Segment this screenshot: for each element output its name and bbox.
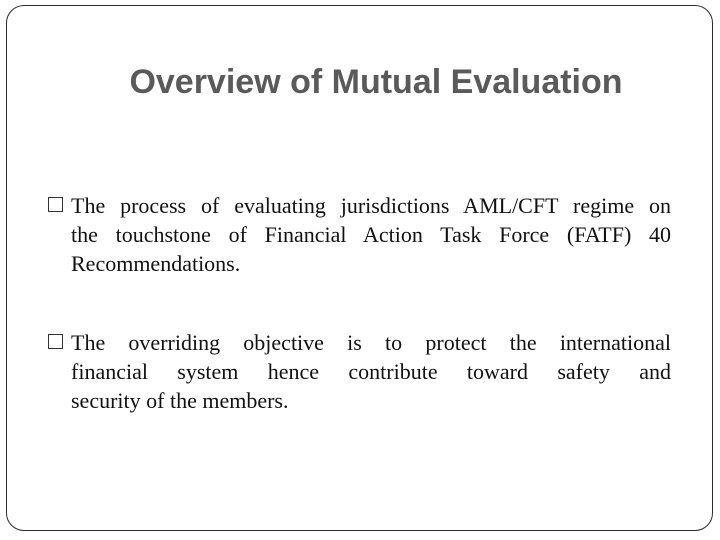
bullet-line: security of the members. <box>71 388 289 413</box>
bullet-line: the touchstone of Financial Action Task Force (FATF) 40 <box>71 222 671 247</box>
slide-title: Overview of Mutual Evaluation <box>129 63 623 101</box>
bullet-line: Recommendations. <box>71 251 241 276</box>
bullet-line: The process of evaluating jurisdictions AML/CFT regime on <box>71 193 671 218</box>
bullet-line: financial system hence contribute toward safety and <box>71 359 671 384</box>
square-bullet-icon <box>48 334 63 349</box>
square-bullet-icon <box>48 197 63 212</box>
bullet-text <box>71 191 671 278</box>
bullet-text <box>71 328 671 415</box>
bullet-line: The overriding objective is to protect the international <box>71 330 671 355</box>
